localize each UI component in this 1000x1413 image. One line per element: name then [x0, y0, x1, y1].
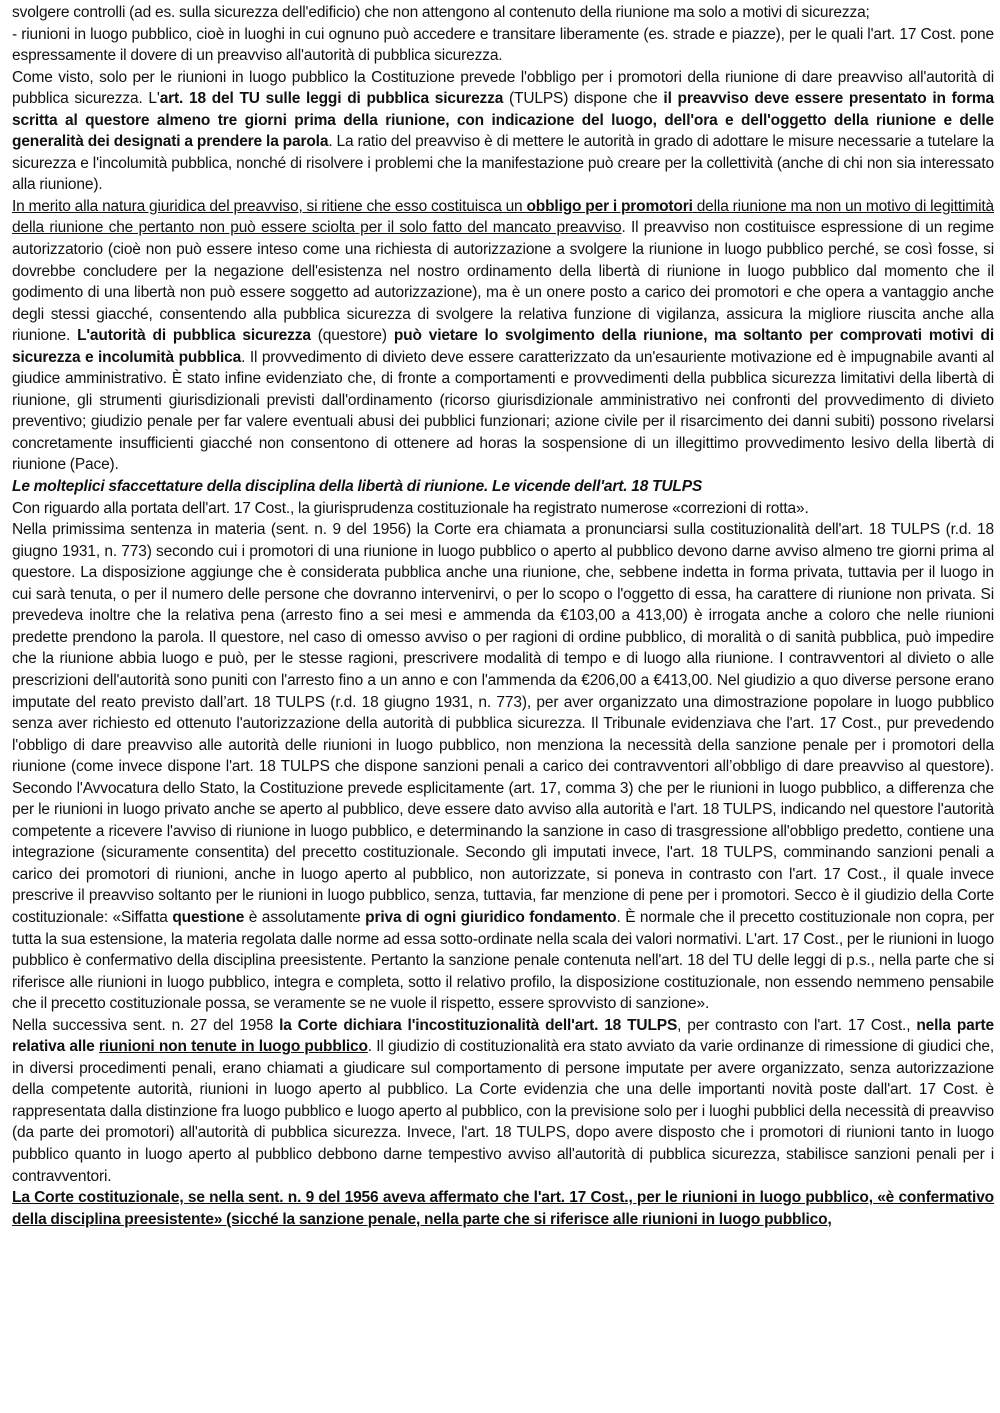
bold-text-run: la Corte dichiara l'incostituzionalità dell'art. 18 TULPS: [279, 1016, 678, 1034]
bold-text-run: art. 18 del TU sulle leggi di pubblica sicurezza: [159, 90, 504, 108]
paragraph: [12, 1187, 994, 1230]
text-run: . Il preavviso non costituisce espressione di un regime autorizzatorio (cioè non può essere inteso come una richiesta di autorizzazione a svolgere la riunione in luogo pubblico perché, se così fosse, si dovrebbe concludere per la negazione dell'esistenza nel nostro ordinamento della libertà di riunione in luogo pubblico dal momento che il godimento di una libertà non può essere soggetto ad autorizzazione), ma è un onere posto a carico dei promotori e che opera a vantaggio anche degli stessi giacché, consentendo alla pubblica sicurezza di svolgere la relativa funzione di vigilanza, assicura la migliore riuscita anche alla riunione.: [12, 219, 994, 345]
bold-text-run: il preavviso deve essere presentato in forma scritta al questore almeno tre giorni prima della riunione, con indicazione del luogo, dell'ora e dell'oggetto della riunione e delle generalità dei designati a prendere la parola: [12, 90, 994, 151]
paragraph: [12, 498, 994, 520]
text-run: , per contrasto con l'art. 17 Cost.,: [677, 1016, 917, 1034]
paragraph: [12, 24, 994, 67]
paragraph: [12, 67, 994, 196]
text-run: - riunioni in luogo pubblico, cioè in luoghi in cui ognuno può accedere e transitare liberamente (es. strade e piazze), per le quali l'art. 17 Cost. pone espressamente il dovere di un preavviso all'autorità di pubblica sicurezza.: [12, 25, 994, 65]
paragraph: [12, 2, 994, 24]
underlined-text-run: della riunione ma non un motivo di legittimità della riunione che pertanto non può essere sciolta per il solo fatto del mancato preavviso: [12, 197, 994, 237]
text-run: . La ratio del preavviso è di mettere le autorità in grado di adottare le misure necessarie a tutelare la sicurezza e l'incolumità pubblica, nonché di risolvere i problemi che la manifestazione può creare per la collettività (anche di chi non sia interessato alla riunione).: [12, 133, 994, 194]
text-run: Nella primissima sentenza in materia (sent. n. 9 del 1956) la Corte era chiamata a pronunciarsi sulla costituzionalità dell'art. 18 TULPS (r.d. 18 giugno 1931, n. 773) secondo cui i promotori di una riunione in luogo pubblico o aperto al pubblico devono darne avviso almeno tre giorni prima al questore. La disposizione aggiunge che è considerata pubblica anche una riunione, che, sebbene indetta in forma privata, tuttavia per il luogo in cui sarà tenuta, o per il numero delle persone che dovranno intervenirvi, o per lo scopo o l'oggetto di essa, ha carattere di riunione non privata. Si prevedeva inoltre che la relativa pena (arresto fino a sei mesi e ammenda da €103,00 a 413,00) è irrogata anche a coloro che nelle riunioni predette prendono la parola. Il questore, nel caso di omesso avviso o per ragioni di ordine pubblico, di moralità o di sanità pubblica, può impedire che la riunione abbia luogo e può, per le stesse ragioni, prescrivere modalità di tempo e di luogo alla riunione. I contravventori al divieto o alle prescrizioni dell'autorità sono puniti con l'arresto fino a un anno e con l'ammenda da €206,00 a €413,00. Nel giudizio a quo diverse persone erano imputate del reato previsto dall’art. 18 TULPS (r.d. 18 giugno 1931, n. 773), per aver organizzato una dimostrazione popolare in luogo pubblico senza aver richiesto ed ottenuto l'autorizzazione della autorità di pubblica sicurezza. Il Tribunale evidenziava che l'art. 17 Cost., pur prevedendo l'obbligo di dare preavviso alle autorità delle riunioni in luogo pubblico, non menziona la necessità della sanzione penale per i promotori della riunione (come invece dispone l'art. 18 TULPS che dispone sanzioni penali a carico dei contravventori all’obbligo di dare preavviso al questore). Secondo l'Avvocatura dello Stato, la Costituzione prevede esplicitamente (art. 17, comma 3) che per le riunioni in luogo pubblico, a differenza che per le riunioni in luogo privato anche se aperto al pubblico, deve essere dato avviso alla autorità e l'art. 18 TULPS, indicando nel questore l'autorità competente a ricevere l'avviso di riunione in luogo pubblico, e determinando la sanzione in caso di trasgressione all'obbligo predetto, contiene una integrazione (sicuramente consentita) del precetto costituzionale. Secondo gli imputati invece, l'art. 18 TULPS, comminando sanzioni penali a carico dei promotori di riunioni, anche in luogo aperto al pubblico, non autorizzate, si poneva in contrasto con l'art. 17 Cost., il quale invece prescrive il preavviso soltanto per le riunioni in luogo pubblico, senza, tuttavia, far menzione di pene per i promotori. Secco è il giudizio della Corte costituzionale: «Siffatta: [12, 521, 994, 926]
paragraph: [12, 196, 994, 476]
text-run: svolgere controlli (ad es. sulla sicurezza dell'edificio) che non attengono al contenuto della riunione ma solo a motivi di sicurezza;: [12, 4, 870, 21]
heading-text: Le molteplici sfaccettature della disciplina della libertà di riunione. Le vicende dell'art. 18 TULPS: [12, 478, 703, 496]
text-run: . È normale che il precetto costituzionale non copra, per tutta la sua estensione, la materia regolata dalle norme ad essa sotto-ordinate nella scala dei valori normativi. L'art. 17 Cost., per le riunioni in luogo pubblico è confermativo della disciplina preesistente. Pertanto la sanzione penale contenuta nell'art. 18 del TU delle leggi di p.s., nella parte che si riferisce alle riunioni in luogo pubblico, integra e completa, sotto il relativo profilo, la disposizione costituzionale, non essendo nemmeno pensabile che il precetto costituzionale possa, se veramente se ne vuole il rispetto, essere sprovvisto di sanzione».: [12, 908, 994, 1013]
text-run: (TULPS) dispone che: [503, 90, 664, 108]
bold-underlined-text-run: riunioni non tenute in luogo pubblico: [98, 1038, 368, 1056]
bold-text-run: priva di ogni giuridico fondamento: [365, 908, 617, 926]
text-run: . Il giudizio di costituzionalità era stato avviato da varie ordinanze di rimessione di giudici che, in diversi procedimenti penali, erano chiamati a giudicare sul comportamento di persone imputate per avere organizzato, senza autorizzazione della competente autorità, riunioni in luogo aperto al pubblico. La Corte evidenzia che una delle importanti novità poste dall'art. 17 Cost. è rappresentata dalla distinzione fra luogo pubblico e luogo aperto al pubblico, con la previsione solo per i luoghi pubblici della necessità di preavviso (da parte dei promotori) all'autorità di pubblica sicurezza. Invece, l'art. 18 TULPS, dopo avere disposto che i promotori di riunioni tanto in luogo pubblico quanto in luogo aperto al pubblico debbono darne tempestivo avviso all'autorità di pubblica sicurezza, stabilisce sanzioni penali per i contravventori.: [12, 1038, 994, 1185]
text-run: Come visto, solo per le riunioni in luogo pubblico la Costituzione prevede l'obbligo per i promotori della riunione di dare preavviso all'autorità di pubblica sicurezza. L': [12, 68, 994, 108]
bold-text-run: questione: [172, 908, 245, 926]
text-run: . Il provvedimento di divieto deve essere caratterizzato da un'esauriente motivazione ed è impugnabile avanti al giudice amministrativo. È stato infine evidenziato che, di fronte a comportamenti e provvedimenti della pubblica sicurezza limitativi della libertà di riunione, gli strumenti giurisdizionali previsti dall'ordinamento (ricorso giurisdizionale amministrativo nei confronti del provvedimento di divieto preventivo; giudizio penale per far valere eventuali abusi dei pubblici funzionari; azione civile per il risarcimento dei danni subiti) possono rivelarsi concretamente insufficienti giacché non consentono di ottenere ad horas la sospensione di un illegittimo provvedimento lesivo della libertà di riunione (Pace).: [12, 348, 995, 474]
bold-underlined-text-run: La Corte costituzionale, se nella sent. n. 9 del 1956 aveva affermato che l'art. 17 Cost., per le riunioni in luogo pubblico, «è confermativo della disciplina preesistente» (sicché la sanzione penale, nella parte che si riferisce alle riunioni in luogo pubblico,: [12, 1189, 994, 1228]
bold-underlined-text-run: obbligo per i promotori: [526, 197, 693, 215]
paragraph: [12, 519, 994, 1015]
underlined-text-run: In merito alla natura giuridica del preavviso, si ritiene che esso costituisca un: [12, 197, 527, 215]
text-run: Nella successiva sent. n. 27 del 1958: [12, 1016, 280, 1034]
bold-text-run: nella parte relativa alle: [12, 1016, 994, 1056]
section-heading: [12, 476, 994, 498]
text-run: Con riguardo alla portata dell'art. 17 Cost., la giurisprudenza costituzionale ha registrato numerose «correzioni di rotta».: [12, 499, 809, 517]
text-run: (questore): [310, 327, 394, 345]
text-run: è assolutamente: [244, 908, 366, 926]
bold-text-run: L'autorità di pubblica sicurezza: [77, 327, 311, 345]
paragraph: [12, 1015, 994, 1187]
bold-text-run: può vietare lo svolgimento della riunione, ma soltanto per comprovati motivi di sicurezza e incolumità pubblica: [12, 327, 995, 366]
